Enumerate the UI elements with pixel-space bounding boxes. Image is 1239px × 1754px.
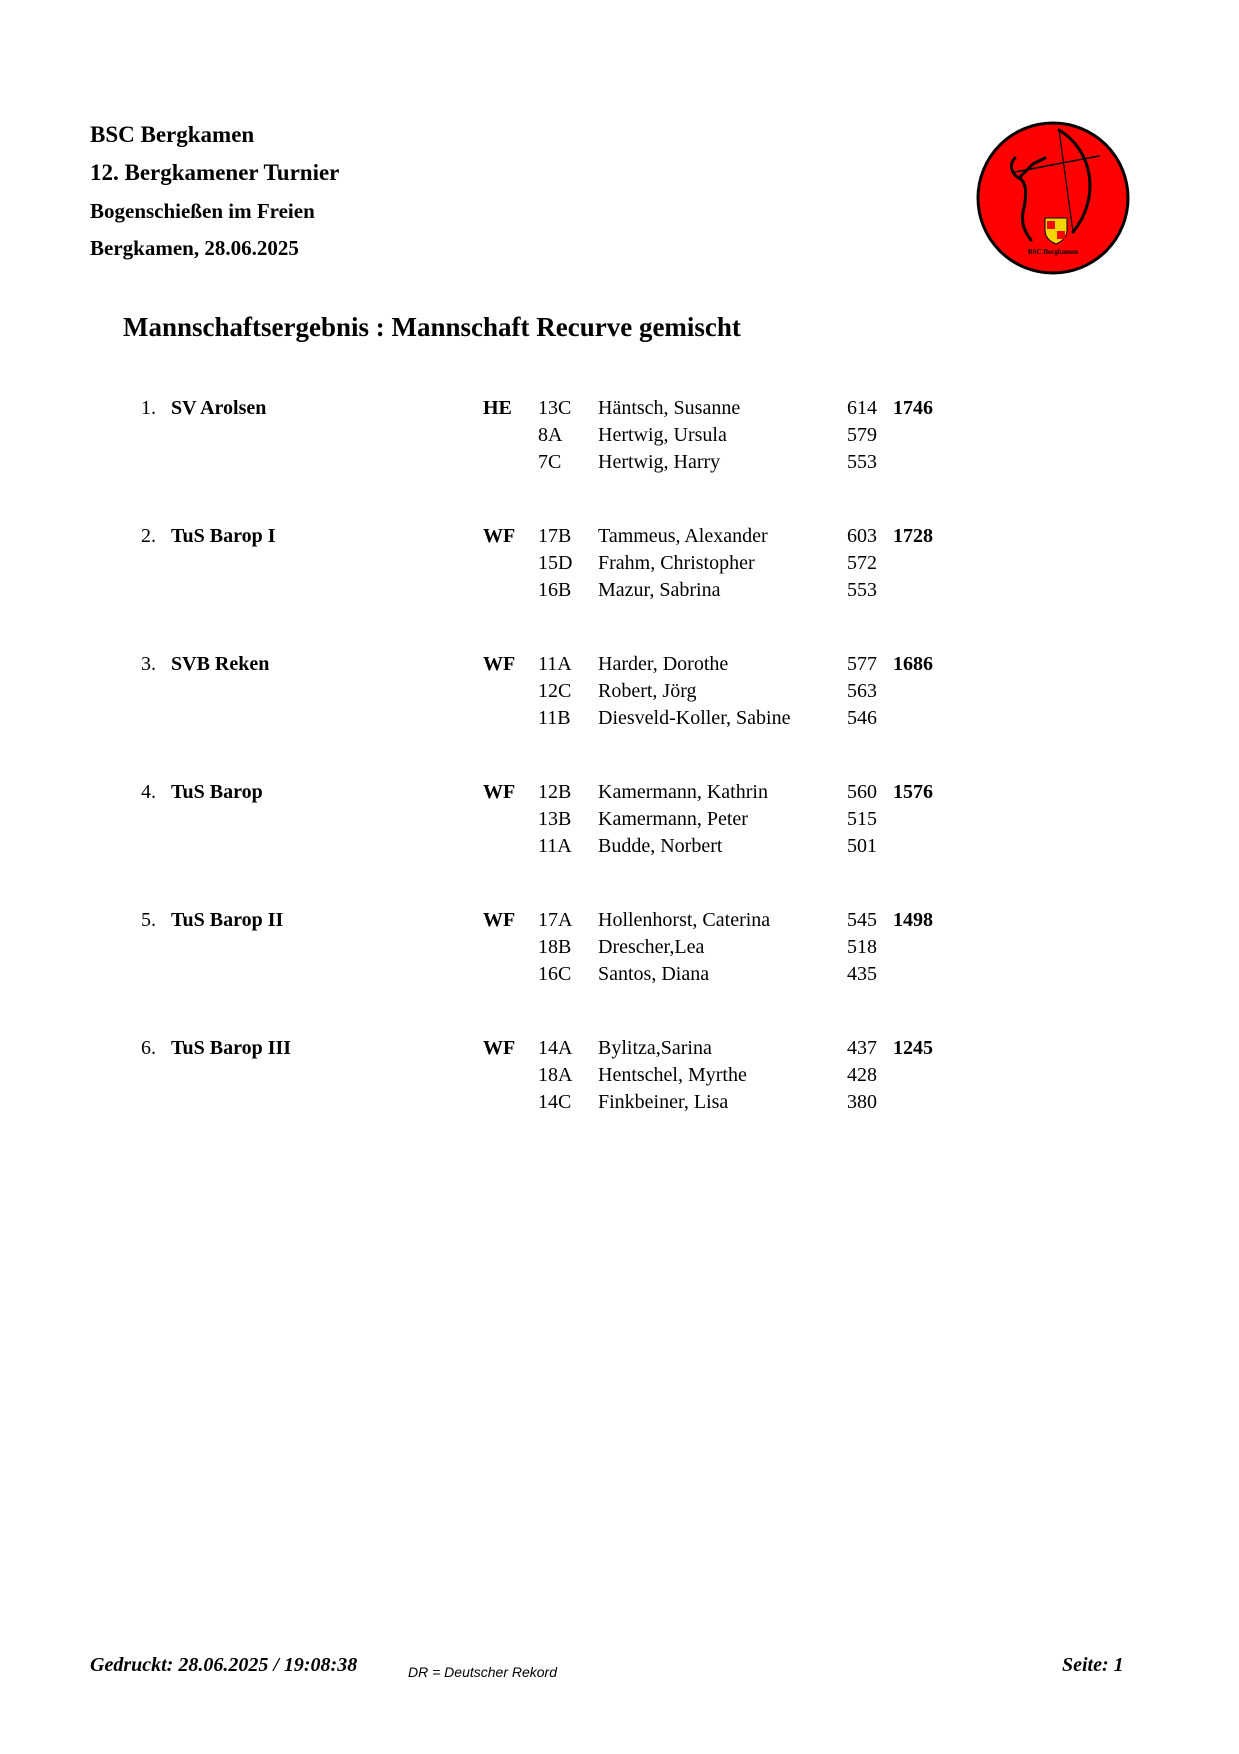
member-row <box>0 579 1239 606</box>
member-target: 11B <box>538 707 571 729</box>
club-name: BSC Bergkamen <box>90 122 255 147</box>
member-row <box>0 680 1239 707</box>
member-name: Harder, Dorothe <box>598 653 729 675</box>
member-target: 11A <box>538 653 572 675</box>
member-name: Frahm, Christopher <box>598 552 755 574</box>
member-name: Santos, Diana <box>598 963 710 985</box>
member-score: 501 <box>847 835 877 857</box>
member-target: 17B <box>538 525 572 547</box>
member-target: 14A <box>538 1037 573 1059</box>
member-name: Häntsch, Susanne <box>598 397 741 419</box>
printed-timestamp: Gedruckt: 28.06.2025 / 19:08:38 <box>90 1654 358 1676</box>
team-block <box>0 397 1239 487</box>
member-score: 560 <box>847 781 877 803</box>
member-name: Mazur, Sabrina <box>598 579 721 601</box>
member-score: 515 <box>847 808 877 830</box>
member-score: 437 <box>847 1037 877 1059</box>
club-logo <box>975 120 1131 276</box>
member-score: 553 <box>847 451 877 473</box>
member-target: 11A <box>538 835 572 857</box>
member-name: Bylitza,Sarina <box>598 1037 712 1059</box>
member-row <box>0 653 1239 680</box>
page-number: Seite: 1 <box>1062 1654 1124 1676</box>
member-target: 17A <box>538 909 573 931</box>
member-name: Hertwig, Harry <box>598 451 721 473</box>
team-block <box>0 1037 1239 1127</box>
member-name: Budde, Norbert <box>598 835 723 857</box>
team-total: 1245 <box>893 1037 933 1059</box>
member-target: 15D <box>538 552 573 574</box>
team-rank: 5. <box>141 909 156 931</box>
team-block <box>0 653 1239 743</box>
member-name: Kamermann, Peter <box>598 808 748 830</box>
member-row <box>0 707 1239 734</box>
event-title: 12. Bergkamener Turnier <box>90 160 340 185</box>
member-score: 435 <box>847 963 877 985</box>
team-total: 1686 <box>893 653 933 675</box>
team-block <box>0 525 1239 615</box>
member-row <box>0 963 1239 990</box>
team-code: WF <box>483 653 516 675</box>
member-target: 13B <box>538 808 572 830</box>
member-name: Kamermann, Kathrin <box>598 781 768 803</box>
team-rank: 1. <box>141 397 156 419</box>
member-name: Tammeus, Alexander <box>598 525 768 547</box>
member-name: Robert, Jörg <box>598 680 697 702</box>
member-row <box>0 424 1239 451</box>
member-row <box>0 451 1239 478</box>
member-score: 518 <box>847 936 877 958</box>
member-target: 16C <box>538 963 572 985</box>
member-score: 572 <box>847 552 877 574</box>
member-target: 18A <box>538 1064 573 1086</box>
member-row <box>0 397 1239 424</box>
member-score: 579 <box>847 424 877 446</box>
team-code: WF <box>483 909 516 931</box>
team-name: TuS Barop I <box>171 525 276 547</box>
member-target: 8A <box>538 424 563 446</box>
team-name: TuS Barop III <box>171 1037 292 1059</box>
member-score: 380 <box>847 1091 877 1113</box>
team-block <box>0 781 1239 871</box>
member-score: 545 <box>847 909 877 931</box>
team-total: 1746 <box>893 397 933 419</box>
team-name: TuS Barop <box>171 781 263 803</box>
member-name: Hertwig, Ursula <box>598 424 727 446</box>
team-block <box>0 909 1239 999</box>
member-target: 13C <box>538 397 572 419</box>
team-name: TuS Barop II <box>171 909 284 931</box>
member-score: 428 <box>847 1064 877 1086</box>
team-total: 1728 <box>893 525 933 547</box>
member-name: Finkbeiner, Lisa <box>598 1091 729 1113</box>
team-rank: 6. <box>141 1037 156 1059</box>
member-row <box>0 552 1239 579</box>
member-row <box>0 1037 1239 1064</box>
team-rank: 2. <box>141 525 156 547</box>
member-row <box>0 781 1239 808</box>
member-row <box>0 1064 1239 1091</box>
member-row <box>0 835 1239 862</box>
logo-text: BSC Bergkamen <box>1028 248 1078 256</box>
member-row <box>0 808 1239 835</box>
team-total: 1576 <box>893 781 933 803</box>
member-row <box>0 909 1239 936</box>
team-rank: 4. <box>141 781 156 803</box>
member-score: 614 <box>847 397 877 419</box>
result-title: Mannschaftsergebnis : Mannschaft Recurve gemischt <box>123 312 741 342</box>
team-rank: 3. <box>141 653 156 675</box>
member-target: 12B <box>538 781 572 803</box>
team-name: SVB Reken <box>171 653 270 675</box>
member-score: 546 <box>847 707 877 729</box>
member-score: 553 <box>847 579 877 601</box>
member-score: 577 <box>847 653 877 675</box>
member-target: 18B <box>538 936 572 958</box>
team-code: WF <box>483 525 516 547</box>
member-target: 12C <box>538 680 572 702</box>
discipline: Bogenschießen im Freien <box>90 199 315 223</box>
member-name: Hentschel, Myrthe <box>598 1064 747 1086</box>
member-row <box>0 936 1239 963</box>
team-code: HE <box>483 397 512 419</box>
member-name: Hollenhorst, Caterina <box>598 909 771 931</box>
member-score: 563 <box>847 680 877 702</box>
team-name: SV Arolsen <box>171 397 267 419</box>
place-date: Bergkamen, 28.06.2025 <box>90 236 299 260</box>
member-target: 7C <box>538 451 562 473</box>
record-note: DR = Deutscher Rekord <box>408 1664 558 1680</box>
team-code: WF <box>483 781 516 803</box>
team-code: WF <box>483 1037 516 1059</box>
member-row <box>0 525 1239 552</box>
member-name: Drescher,Lea <box>598 936 705 958</box>
member-name: Diesveld-Koller, Sabine <box>598 707 791 729</box>
member-row <box>0 1091 1239 1118</box>
member-target: 14C <box>538 1091 572 1113</box>
team-total: 1498 <box>893 909 933 931</box>
member-target: 16B <box>538 579 572 601</box>
member-score: 603 <box>847 525 877 547</box>
